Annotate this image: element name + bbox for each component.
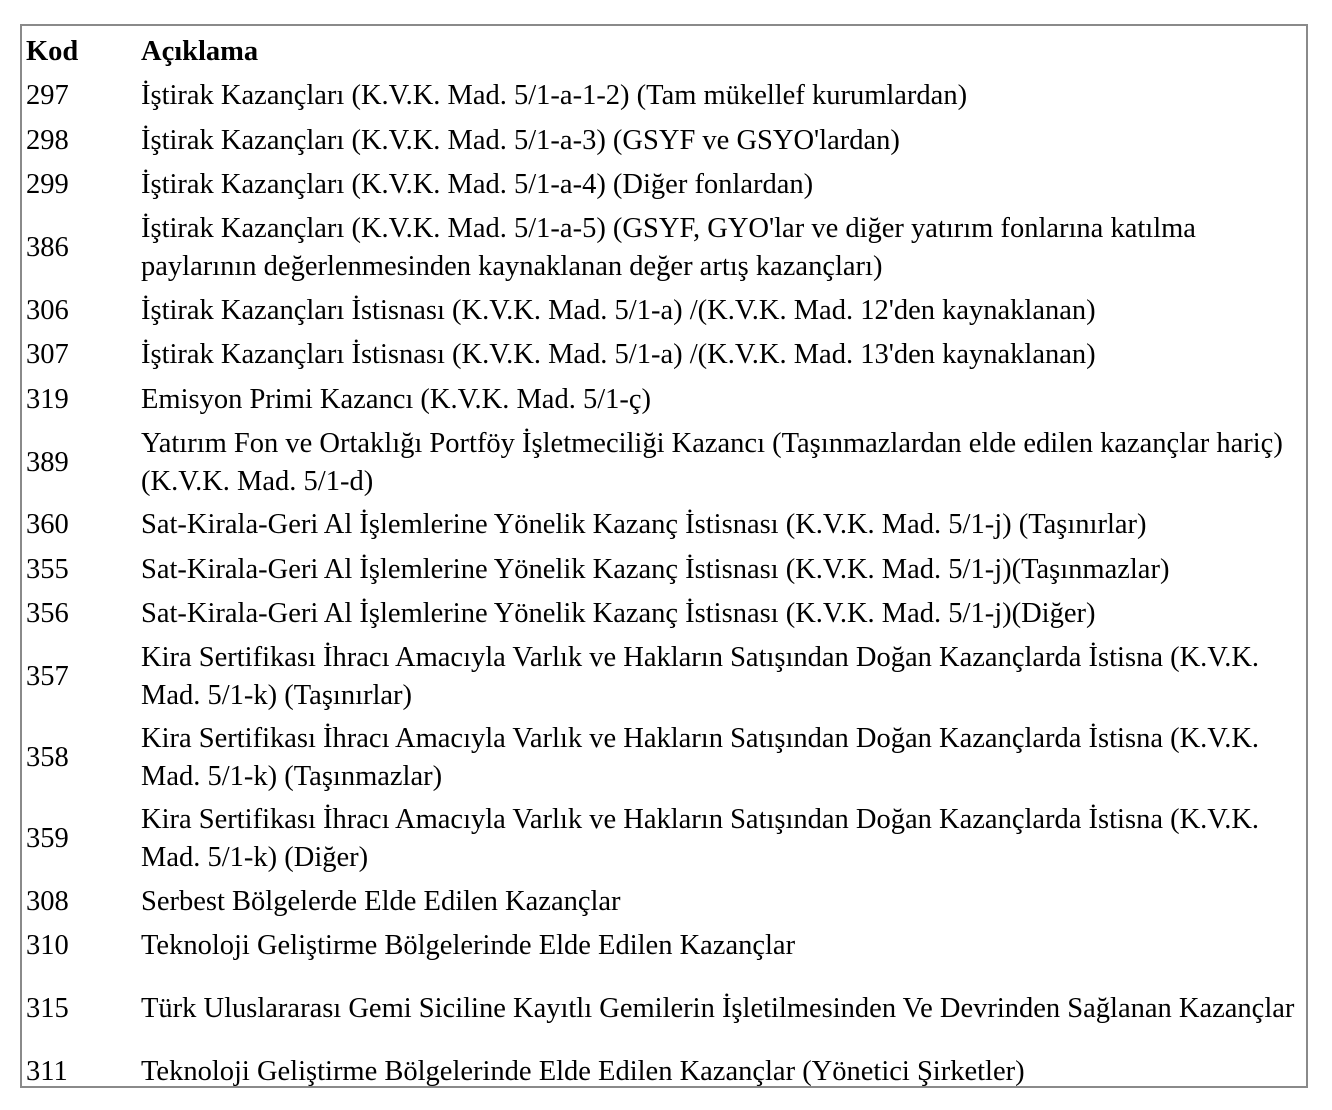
row-code: 307: [26, 339, 69, 371]
table-header-row: [26, 30, 1302, 74]
row-code: 386: [26, 232, 69, 263]
row-description: İştirak Kazançları İstisnası (K.V.K. Mad. 5/1-a) /(K.V.K. Mad. 12'den kaynaklanan): [141, 294, 1096, 326]
row-description: Teknoloji Geliştirme Bölgelerinde Elde Edilen Kazançlar (Yönetici Şirketler): [141, 1055, 1025, 1087]
row-code: 315: [26, 993, 69, 1024]
table-row: [26, 799, 1302, 880]
row-code: 297: [26, 80, 69, 112]
table-row: [26, 289, 1302, 334]
code-table-frame: [20, 24, 1308, 1088]
table-row: [26, 163, 1302, 208]
table-row: [26, 718, 1302, 799]
row-code: 319: [26, 383, 69, 415]
row-code: 311: [26, 1055, 68, 1087]
row-code: 357: [26, 661, 69, 692]
table-row: [26, 74, 1302, 119]
row-code: 360: [26, 509, 69, 541]
row-description: İştirak Kazançları (K.V.K. Mad. 5/1-a-4) (Diğer fonlardan): [141, 169, 814, 201]
table-row: [26, 503, 1302, 548]
table-row: [26, 592, 1302, 637]
row-code: 355: [26, 553, 69, 585]
row-description: Sat-Kirala-Geri Al İşlemlerine Yönelik Kazanç İstisnası (K.V.K. Mad. 5/1-j)(Diğer): [141, 598, 1096, 630]
table-row: [26, 548, 1302, 593]
row-description: Sat-Kirala-Geri Al İşlemlerine Yönelik Kazanç İstisnası (K.V.K. Mad. 5/1-j) (Taşınırlar): [141, 509, 1147, 541]
row-code: 299: [26, 169, 69, 201]
row-description: Sat-Kirala-Geri Al İşlemlerine Yönelik Kazanç İstisnası (K.V.K. Mad. 5/1-j)(Taşınmazlar): [141, 553, 1170, 585]
code-table: [26, 30, 1302, 1094]
row-description: İştirak Kazançları İstisnası (K.V.K. Mad. 5/1-a) /(K.V.K. Mad. 13'den kaynaklanan): [141, 339, 1096, 371]
row-code: 389: [26, 446, 69, 478]
row-description: İştirak Kazançları (K.V.K. Mad. 5/1-a-3) (GSYF ve GSYO'lardan): [141, 124, 900, 156]
header-description: Açıklama: [141, 36, 259, 67]
row-description: Kira Sertifikası İhracı Amacıyla Varlık ve Hakların Satışından Doğan Kazançlarda İstisna (K.V.K. Mad. 5/1-k) (Taşınmazlar): [141, 723, 1260, 792]
table-row: [26, 378, 1302, 423]
table-row: [26, 119, 1302, 164]
table-row: [26, 969, 1302, 1050]
row-description: Serbest Bölgelerde Elde Edilen Kazançlar: [141, 885, 621, 917]
row-description: İştirak Kazançları (K.V.K. Mad. 5/1-a-5) (GSYF, GYO'lar ve diğer yatırım fonlarına katılma paylarının değerlenmesinden kaynaklanan değer artış kazançları): [141, 213, 1196, 282]
row-description: İştirak Kazançları (K.V.K. Mad. 5/1-a-1-2) (Tam mükellef kurumlardan): [141, 80, 968, 112]
table-row: [26, 422, 1302, 503]
row-description: Kira Sertifikası İhracı Amacıyla Varlık ve Hakların Satışından Doğan Kazançlarda İstisna (K.V.K. Mad. 5/1-k) (Taşınırlar): [141, 642, 1260, 711]
row-description: Emisyon Primi Kazancı (K.V.K. Mad. 5/1-ç): [141, 383, 652, 415]
row-code: 298: [26, 124, 69, 156]
row-code: 356: [26, 598, 69, 630]
table-row: [26, 208, 1302, 289]
row-description: Kira Sertifikası İhracı Amacıyla Varlık ve Hakların Satışından Doğan Kazançlarda İstisna (K.V.K. Mad. 5/1-k) (Diğer): [141, 804, 1260, 873]
table-row: [26, 1050, 1302, 1095]
row-description: Yatırım Fon ve Ortaklığı Portföy İşletmeciliği Kazancı (Taşınmazlardan elde edilen kazançlar hariç) (K.V.K. Mad. 5/1-d): [141, 427, 1283, 497]
row-code: 359: [26, 823, 69, 854]
header-code: Kod: [26, 36, 79, 67]
row-code: 308: [26, 885, 69, 917]
table-row: [26, 333, 1302, 378]
table-row: [26, 637, 1302, 718]
row-code: 310: [26, 930, 69, 962]
table-row: [26, 924, 1302, 969]
row-description: Teknoloji Geliştirme Bölgelerinde Elde Edilen Kazançlar: [141, 930, 796, 962]
row-code: 306: [26, 294, 69, 326]
row-description: Türk Uluslararası Gemi Siciline Kayıtlı Gemilerin İşletilmesinden Ve Devrinden Sağlanan Kazançlar: [141, 993, 1295, 1024]
row-code: 358: [26, 742, 69, 773]
table-row: [26, 880, 1302, 925]
